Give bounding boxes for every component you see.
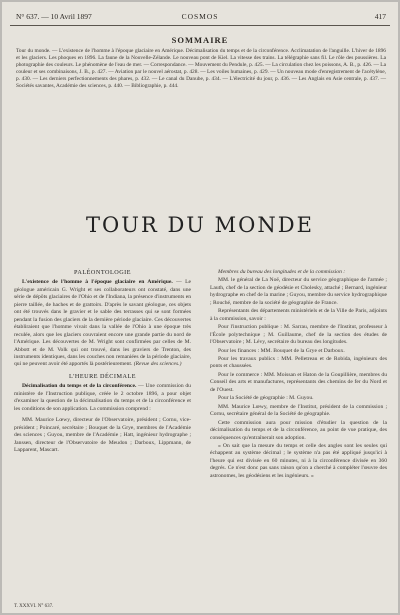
article-decimalisation-body: — Une commission du ministère de l'Instruction publique, créée le 2 octobre 1896, a pour objet d'examiner la question de la décimalisation du temps et de la circonférence et les conditions de son application. La commission comprend : (14, 383, 191, 412)
right-para-6: Pour les travaux publics : MM. Pelletreau et de Robida, ingénieurs des ponts et chaussées. (210, 355, 387, 370)
right-para-2: MM. le général de La Noë, directeur du service géographique de l'armée ; Lauth, chef de la section de géodésie et Cholesky, attaché ; Bernard, ingénieur hydrographe en chef de la marine ; Guyou, membre du service hydrographique ; Rouché, membre de la société de géographie de France. (210, 277, 387, 306)
right-para-10: Cette commission aura pour mission d'étudier la question de la décimalisation du temps et de la circonférence, au point de vue pratique, des conséquences qu'entraînerait son adoption. (210, 419, 387, 441)
right-para-4: Pour l'instruction publique : M. Sarrau, membre de l'Institut, professeur à l'École polytechnique ; M. Guillaume, chef de la section des études de l'Observatoire ; M. Lévy, secrétaire du bureau des longitudes. (210, 324, 387, 346)
article-decimalisation (14, 383, 191, 413)
page-footer: T. XXXVI. N° 637. (14, 604, 54, 609)
right-para-1: Membres du bureau des longitudes et de la commission : (218, 269, 346, 275)
page-header (10, 10, 390, 26)
commission-members: MM. Maurice Lœwy, directeur de l'Observatoire, président ; Cornu, vice-président ; Poincaré, secrétaire ; Bouquet de la Grye, membres de l'Académie des sciences ; Guyou, membre de l'Académie ; Hatt, ingénieur hydrographe ; Janssen, directeur de l'Observatoire de Meudon ; Darboux, Lippmann, de Lapparent, Mascart. (14, 417, 191, 453)
issue-number: N° 637. — 10 Avril 1897 (16, 12, 92, 21)
right-para-8: Pour la Société de géographie : M. Guyou. (218, 395, 314, 402)
subheading-paleontologie: PALÉONTOLOGIE (73, 269, 132, 276)
article-decimalisation-title: Décimalisation du temps et de la circonférence. (22, 383, 137, 390)
document-page (2, 2, 398, 613)
sommaire-text: Tour du monde. — L'existence de l'homme à l'époque glaciaire en Amérique. Décimalisation du temps et de la circonférence. Acclimatation de l'anguille. L'hiver de 1896 et les glaciers. Les phoques en 1896. La faune de la Nouvelle-Zélande. Le nouveau pont de Kiel. La vitesse des trains. La télégraphie sans fil. Le rôle des poussières. La photographie des couleurs. Le phénomène de l'eau de mer. — Correspondance. — Mouvement du Pendule, p. 425. — La circulation chez les poissons, A. B., p. 426. — La couleur et ses combinaisons, J. B., p. 427. — Aviation par le nouvel aérostat, p. 428. — Les voiles humaines, p. 429. — Un nouveau mode d'enregistrement de l'acétylène, p. 430. — Les derniers perfectionnements des phares, p. 432. — Le canal du Danube, p. 434. — L'électricité du jour, p. 436. — Les Anglais en Asie centrale, p. 437. — Sociétés savantes, Académie des sciences, p. 440. — Bibliographie, p. 444. (16, 48, 386, 90)
journal-title: COSMOS (181, 12, 219, 21)
right-para-5: Pour les finances : MM. Bouquet de la Grye et Darboux. (218, 347, 345, 354)
right-para-9: MM. Maurice Lœwy, membre de l'Institut, président de la commission ; Cornu, secrétaire général de la Société de géographie. (210, 403, 387, 418)
right-para-3: Représentants des départements ministériels et de la Ville de Paris, adjoints à la commission, savoir : (210, 308, 387, 322)
right-column (210, 269, 387, 481)
article-glaciaire (14, 279, 191, 368)
page-number: 417 (374, 12, 386, 21)
right-para-11: « On sait que la mesure du temps et celle des angles sont les seules qui échappent au système décimal ; le système n'a pas été appliqué jusqu'ici à l'heure qui est divisée en 60 minutes, ni à la circonférence divisée en 360 degrés. Ce n'est donc pas sans raison qu'on a cherché à compléter l'œuvre des astronomes, les géodésiens et les ingénieurs. » (210, 442, 387, 479)
sommaire-heading: SOMMAIRE (171, 35, 229, 45)
article-glaciaire-body: — Le géologue américain G. Wright et ses collaborateurs ont constaté, dans une série de dépôts glaciaires de l'Ohio et de l'Indiana, la présence d'instruments en pierre taillée, de haches et de grattoirs. D'après le savant géologue, ces objets ont été trouvés dans le gravier et le sable des terrasses qui se sont formées pendant la fusion des glaciers de la dernière période glaciaire. Ces découvertes établiraient que l'homme vivait dans la vallée de l'Ohio à une époque très reculée, alors que les glaciers couvraient encore une grande partie du nord de l'Amérique. Les découvertes de M. Wright sont confirmées par celles de M. Abbott et de M. Volk qui ont trouvé, dans les graviers de Trenton, des instruments identiques, dans les couches non remaniées de la période glaciaire, qui ne peuvent avoir été apportés là postérieurement. (14, 279, 191, 368)
right-para-7: Pour le commerce : MM. Moissan et Haton de la Goupillière, membres du Conseil des arts et manufactures, représentants des chemins de fer du Nord et de l'Ouest. (210, 371, 387, 393)
left-column (14, 269, 191, 455)
article-glaciaire-source: (Revue des sciences.) (133, 361, 182, 368)
article-glaciaire-title: L'existence de l'homme à l'époque glaciaire en Amérique. (22, 279, 173, 286)
section-title: TOUR DU MONDE (86, 213, 314, 237)
subheading-heure-decimale: L'HEURE DÉCIMALE (68, 372, 137, 380)
